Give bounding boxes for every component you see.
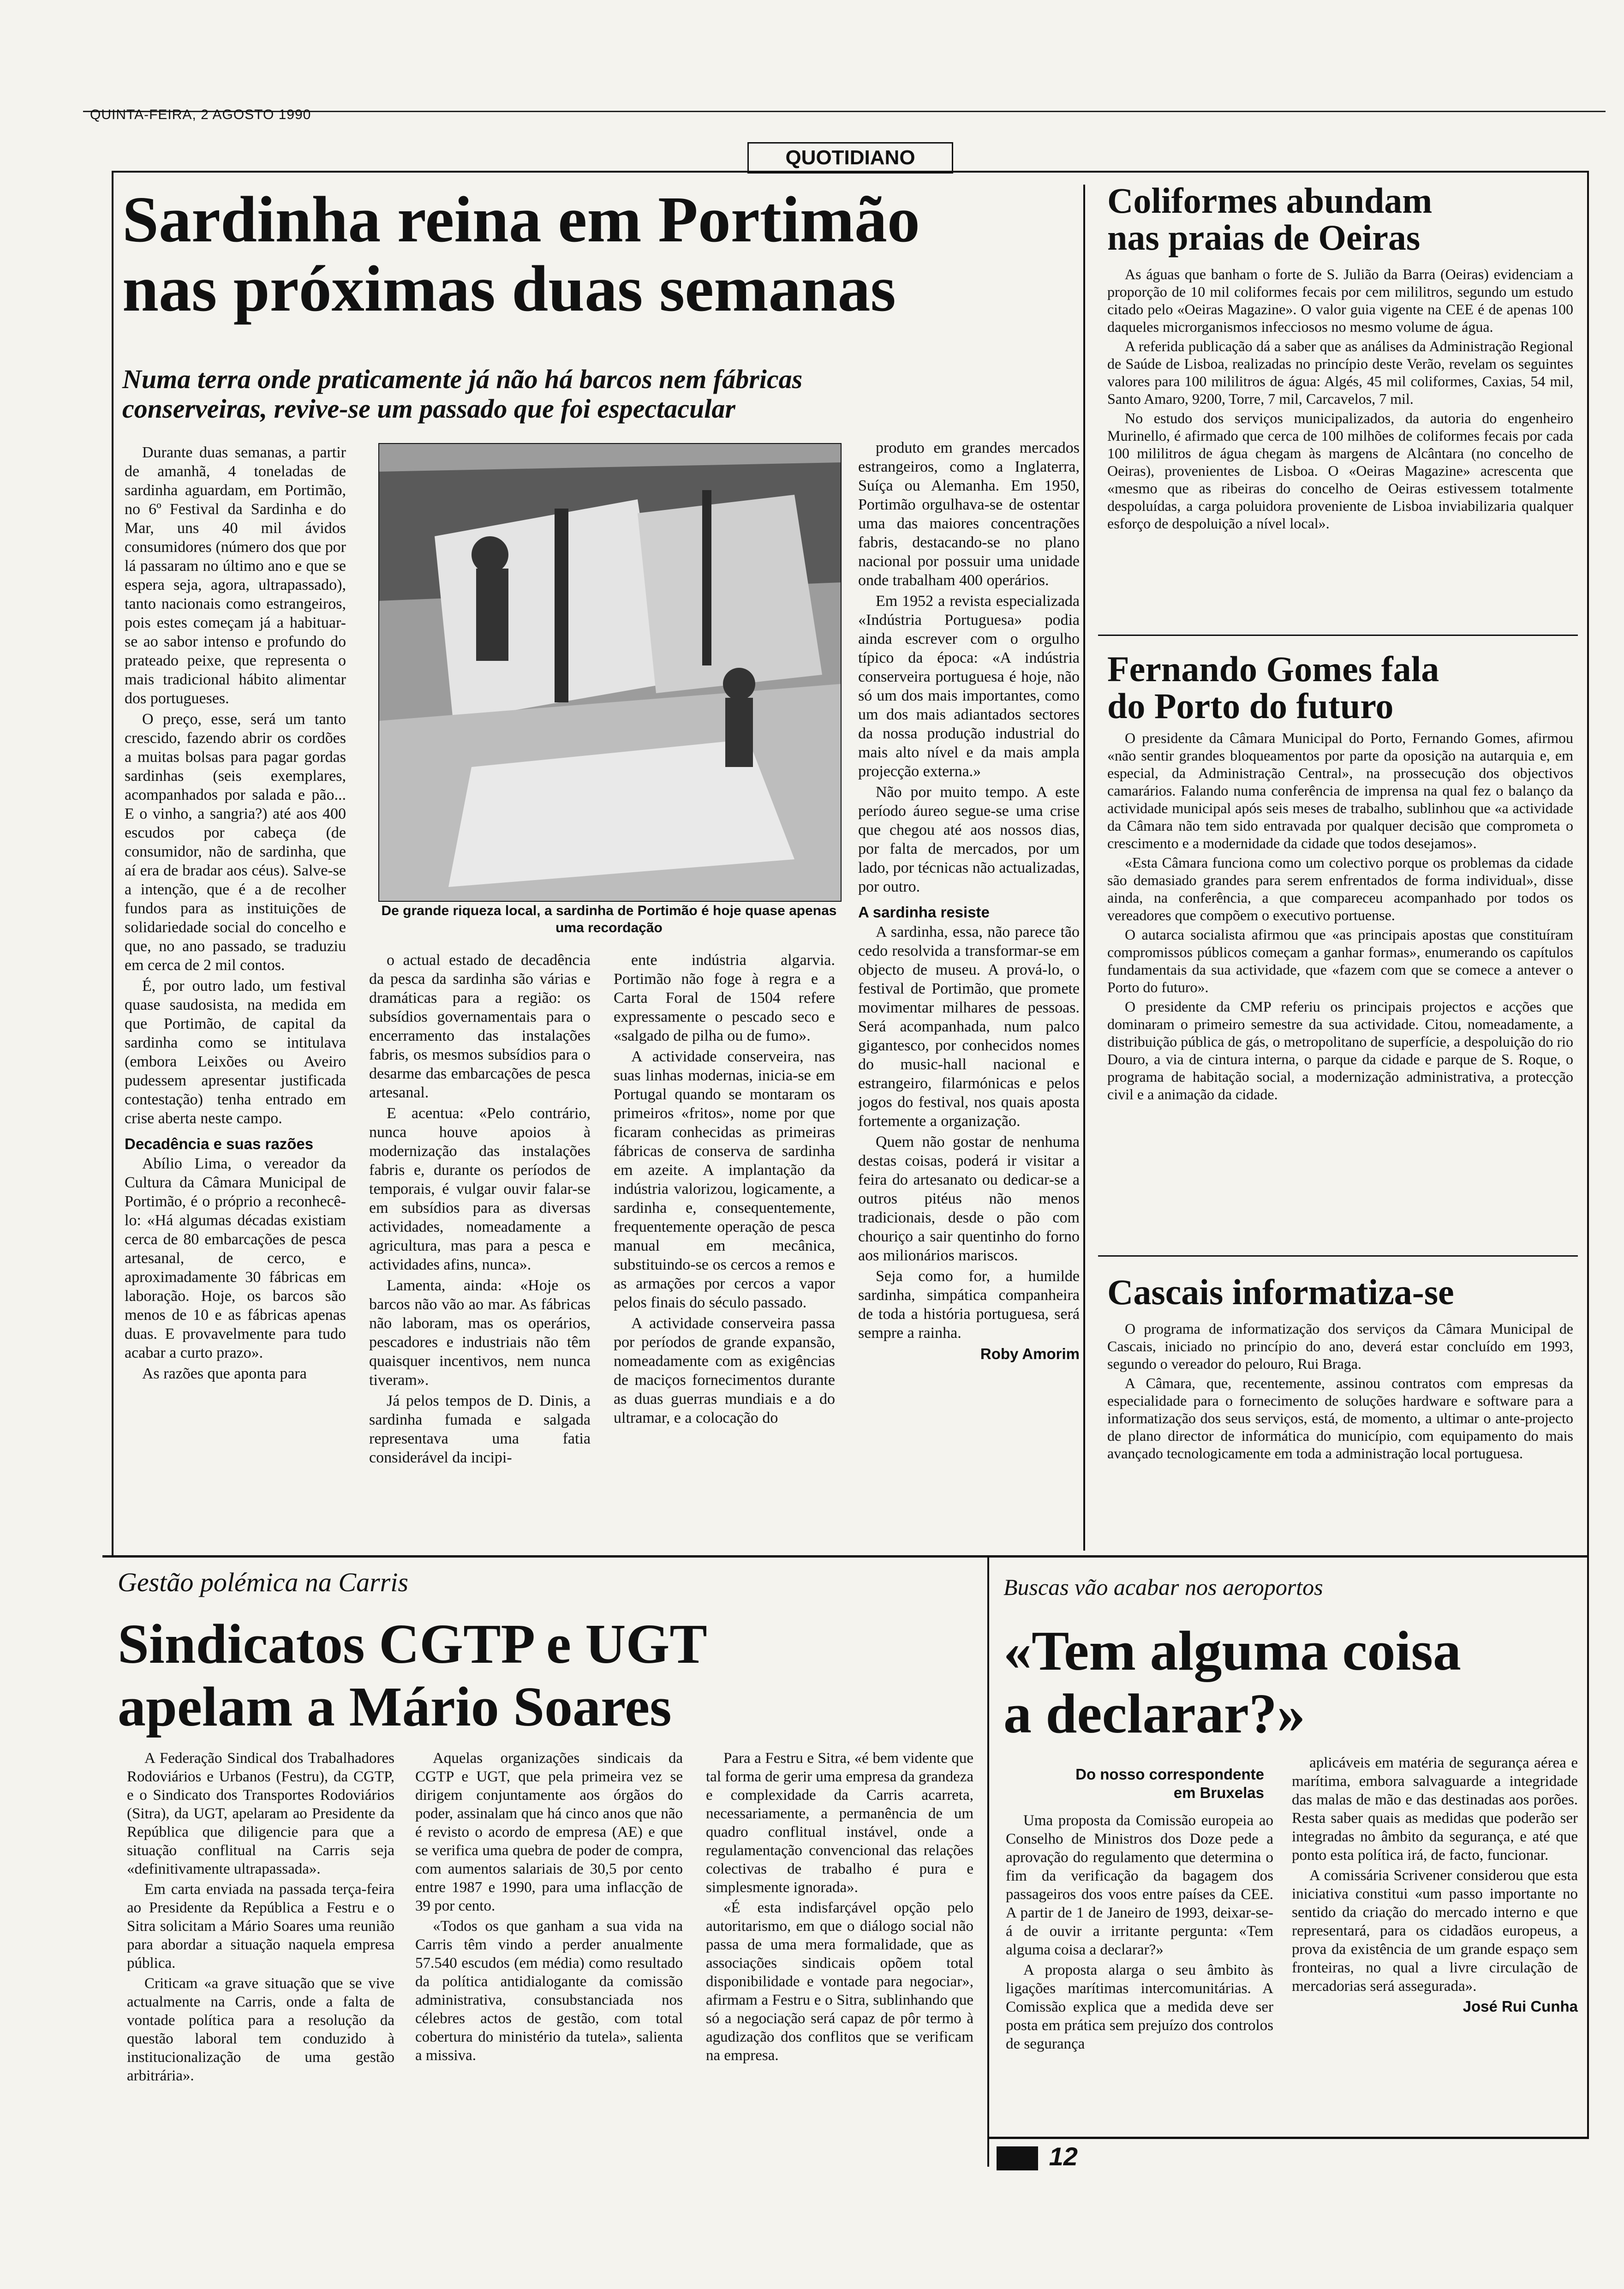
right-frame <box>1587 171 1589 1555</box>
harbour-photo <box>378 443 842 902</box>
sidebar-divider <box>1083 185 1085 1551</box>
subhead-decadencia: Decadência e suas razões <box>125 1135 314 1152</box>
porto-body: O presidente da Câmara Municipal do Porto, Fernando Gomes, afirmou «não sentir grandes bloqueamentos por parte da oposição na autarquia e, em especial, da Administração Central», na prossecução dos objectivos camarários. Falando numa conferência de imprensa na qual fez o balanço da actividade municipal após seis meses de trabalho, sublinhou que «a actividade da Câmara não tem sido entravada por qualquer decisão que comprometa o crescimento e a modernidade da cidade que todos desejamos». «Esta Câmara funciona como um colectivo porque os problemas da cidade são demasiado grandes para serem enfrentados de forma individual», disse ainda, na conferência, a que compareceu acompanhado por todos os vereadores que compõem o executivo portuense. O autarca socialista afirmou que «as principais apostas que constituíram compromissos públicos começam a ganhar formas», enumerando os capítulos fundamentais da sua actividade, que «fazem com que se comece a antever o Porto do futuro». O presidente da CMP referiu os principais projectos e acções que dominaram o primeiro semestre da sua actividade. Citou, nomeadamente, a distribuição pública de gás, o metropolitano de superfície, a despoluição do rio Douro, a via de cintura interna, o parque da cidade e parque de S. Roque, o programa de habitação social, a modernização administrativa, a protecção civil e a animação da cidade. <box>1107 730 1573 1103</box>
logo-mark <box>997 2146 1038 2170</box>
coliformes-body: As águas que banham o forte de S. Julião da Barra (Oeiras) evidenciam a proporção de 10 mil coliformes fecais por cem mililitros, segundo um estudo citado pelo «Oeiras Magazine». O valor guia vigente na CEE é de apenas 100 daqueles microrganismos infecciosos no mesmo volume de água. A referida publicação dá a saber que as análises da Administração Regional de Saúde de Lisboa, realizadas no princípio deste Verão, revelam os seguintes valores para 100 mililitros de água: Algés, 45 mil coliformes, Caxias, 54 mil, Santo Amaro, 9200, Torre, 7 mil, Carcavelos, 7 mil. No estudo dos serviços municipalizados, da autoria do engenheiro Murinello, é afirmado que cerca de 100 milhões de coliformes fecais por cada 100 mililitros de água chegam às margens de Alcântara (no concelho de Oeiras), provenientes de Lisboa. O «Oeiras Magazine» acrescenta que «mesmo que as ribeiras do concelho de Oeiras estivessem totalmente despoluídas, a carga poluidora proveniente de Lisboa inviabilizaria qualquer esforço de despoluição a nível local». <box>1107 266 1573 532</box>
carris-column-2: Aquelas organizações sindicais da CGTP e UGT, que pela primeira vez se dirigem conjuntamente aos órgãos do poder, assinalam que há cinco anos que não é revisto o acordo de empresa (AE) e que se verifica uma quebra de poder de compra, com aumentos salariais de 30,5 por cento entre 1987 e 1990, para uma inflacção de 39 por cento. «Todos os que ganham a sua vida na Carris têm vindo a perder anualmente 57.540 escudos (em média) como resultado da política antidialogante da comissão administrativa, consubstanciada nos célebres actos de gestão, com total cobertura do ministério da tutela», salienta a missiva. <box>415 1750 683 2064</box>
sidebar-rule-1 <box>1098 635 1578 636</box>
main-byline: Roby Amorim <box>980 1345 1080 1362</box>
page-number: 12 <box>1049 2142 1078 2171</box>
aeroportos-byline: José Rui Cunha <box>1463 1998 1578 2015</box>
carris-headline: Sindicatos CGTP e UGT apelam a Mário Soares <box>118 1613 707 1738</box>
photo-caption: De grande riqueza local, a sardinha de Portimão é hoje quase apenas uma recordação <box>381 903 837 935</box>
bottom-section-rule <box>102 1555 1589 1558</box>
section-label: QUOTIDIANO <box>747 142 953 174</box>
main-column-2: o actual estado de decadência da pesca da sardinha são várias e dramáticas para a região: os subsídios governamentais para o encerramento das instalações fabris, os mesmos subsídios para o desarme das embarcações de pesca artesanal. E acentua: «Pelo contrário, nunca houve apoios à modernização das instalações fabris e, durante os períodos de temporais, é vulgar ouvir falar-se em subsídios para as diversas actividades, nomeadamente a agricultura, mas para a pesca e actividades afins, nunca». Lamenta, ainda: «Hoje os barcos não vão ao mar. As fábricas não laboram, mas os operários, pescadores e industriais não têm quaisquer incentivos, nem nunca tiveram». Já pelos tempos de D. Dinis, a sardinha fumada e salgada representava uma fatia considerável da incipi- <box>369 952 591 1466</box>
bottom-right-edge <box>1587 1558 1589 2139</box>
carris-column-3: Para a Festru e Sitra, «é bem vidente que tal forma de gerir uma empresa da grandeza e complexidade da Carris acarreta, necessariamente, a permanência de um quadro conflitual instável, onde a regulamentação convencional das relações colectivas de trabalho é pura e simplesmente ignorada». «É esta indisfarçável opção pelo autoritarismo, em que o diálogo social não passa de uma mera formalidade, que as associações sindicais opõem total disponibilidade e vontade para negociar», afirmam a Festru e o Sitra, sublinhando que só a negociação será capaz de pôr termo à agudização dos conflitos que se verificam na empresa. <box>706 1750 973 2064</box>
cascais-body: O programa de informatização dos serviços da Câmara Municipal de Cascais, iniciado no princípio do ano, deverá estar concluído em 1993, segundo o vereador do pelouro, Rui Braga. A Câmara, que, recentemente, assinou contratos com empresas da especialidade para o fornecimento de soluções hardware e software para a informatização dos seus serviços, está, de momento, a ultimar o ante-projecto de plano director de informática do município, com equipamento do mais avançado tecnologicamente em toda a administração local portuguesa. <box>1107 1320 1573 1462</box>
cascais-headline: Cascais informatiza-se <box>1107 1272 1454 1312</box>
subhead-resiste: A sardinha resiste <box>858 904 990 921</box>
left-frame <box>112 171 113 1555</box>
sidebar-rule-2 <box>1098 1255 1578 1257</box>
bottom-right-frame <box>987 2137 1587 2139</box>
correspondent-credit: Do nosso correspondente em Bruxelas <box>1075 1766 1264 1801</box>
main-column-3: ente indústria algarvia. Portimão não foge à regra e a Carta Foral de 1504 refere expressamente o pescado seco e «salgado de pilha ou de fumo». A actividade conserveira, nas suas linhas modernas, inicia-se em Portugal quando se montaram os primeiros «fritos», nome por que ficaram conhecidas as primeiras fábricas de conserva de sardinha em azeite. A implantação da indústria valorizou, logicamente, a sardinha e, consequentemente, frequentemente operação de pesca manual em mecânica, substituindo-se os cercos a remos e as armações por cercos a vapor pelos finais do século passado. A actividade conserveira passa por períodos de grande expansão, nomeadamente com as exigências de maciços fornecimentos durante as duas guerras mundiais e a do ultramar, e a colocação do <box>614 952 835 1426</box>
main-column-1: Durante duas semanas, a partir de amanhã, 4 toneladas de sardinha aguardam, em Portimão, no 6º Festival da Sardinha e do Mar, uns 40 mil ávidos consumidores (número dos que por lá passaram no último ano e que se espera seja, agora, ultrapassado), tanto nacionais como estrangeiros, pois estes começam já a habituar-se ao sabor intenso e profundo do prateado peixe, que representa o mais tradicional hábito alimentar dos portugueses. O preço, esse, será um tanto crescido, fazendo abrir os cordões a muitas bolsas para pagar gordas sardinhas (seis exemplares, acompanhados por salada e pão... E o vinho, a sangria?) até aos 400 escudos por cabeça (de consumidor, não de sardinha, que aí era de bradar aos céus). Salve-se a intenção, que é a de recolher fundos para as instituições de solidariedade social do concelho e que, no ano passado, se traduziu em cerca de 2 mil contos. É, por outro lado, um festival quase saudosista, na medida em que Portimão, de capital da sardinha como se intitulava (embora Leixões ou Aveiro pudessem apresentar justificada contestação) tenha entrado em crise aberta neste campo. Decadência e suas razões Abílio Lima, o vereador da Cultura da Câmara Municipal de Portimão, é o próprio a reconhecê-lo: «Há algumas décadas existiam cerca de 80 embarcações de pesca artesanal, de cerco, e aproximadamente 30 fábricas em laboração. Hoje, os barcos são menos de 10 e as fábricas apenas duas. E provavelmente para tudo acabar a curto prazo». As razões que aponta para <box>125 444 346 1382</box>
aeroportos-column-1: Uma proposta da Comissão europeia ao Conselho de Ministros dos Doze pede a aprovação do regulamento que determina o fim da verificação da bagagem dos passageiros dos voos entre países da CEE. A partir de 1 de Janeiro de 1993, deixar-se-á de ouvir a irritante pergunta: «Tem alguma coisa a declarar?» A proposta alarga o seu âmbito às ligações marítimas intercomunitárias. A Comissão explica que a medida deve ser posta em prática sem prejuízo dos controlos de segurança <box>1006 1812 1273 2052</box>
top-rule <box>83 111 1606 112</box>
carris-kicker: Gestão polémica na Carris <box>118 1567 408 1597</box>
top-frame <box>112 171 1588 173</box>
page-footer <box>997 2141 1078 2171</box>
aeroportos-column-2: aplicáveis em matéria de segurança aérea e marítima, embora salvaguarde a integridade das malas de mão e das destinadas aos porões. Resta saber quais as medidas que poderão ser integradas no âmbito da segurança, e até que ponto esta política irá, de facto, funcionar. A comissária Scrivener considerou que esta iniciativa constitui «um passo importante no sentido da criação do mercado interno e que representará, para os cidadãos europeus, a prova da existência de um grande espaço sem fronteiras, no qual a livre circulação de mercadorias será assegurada». José Rui Cunha <box>1292 1755 1578 2015</box>
bottom-divider <box>987 1558 989 2167</box>
main-headline: Sardinha reina em Portimão nas próximas duas semanas <box>122 183 920 325</box>
main-deck: Numa terra onde praticamente já não há barcos nem fábricas conserveiras, revive-se um passado que foi espectacular <box>122 364 803 424</box>
aeroportos-kicker: Buscas vão acabar nos aeroportos <box>1003 1574 1323 1600</box>
porto-headline: Fernando Gomes fala do Porto do futuro <box>1107 649 1439 726</box>
coliformes-headline: Coliformes abundam nas praias de Oeiras <box>1107 180 1433 258</box>
dateline: QUINTA-FEIRA, 2 AGOSTO 1990 <box>90 107 311 122</box>
main-column-4: produto em grandes mercados estrangeiros, como a Inglaterra, Suíça ou Alemanha. Em 1950, Portimão orgulhava-se de ostentar uma das maiores concentrações fabris, destacando-se no plano nacional por possuir uma unidade onde trabalham 400 operários. Em 1952 a revista especializada «Indústria Portuguesa» podia ainda escrever com o orgulho típico da época: «A indústria conserveira portuguesa é hoje, não só um dos mais importantes, como um dos mais adiantados sectores da nossa produção industrial do mais alto nível e da mais ampla projecção externa.» Não por muito tempo. A este período áureo segue-se uma crise que chegou até aos nossos dias, por falta de mercados, por um lado, por técnicas não actualizadas, por outro. A sardinha resiste A sardinha, essa, não parece tão cedo resolvida a transformar-se em objecto de museu. A prová-lo, o festival de Portimão, que promete movimentar milhares de pessoas. Será acompanhada, num palco gigantesco, por conhecidos nomes do music-hall nacional e estrangeiro, filarmónicas e pelos jogos do festival, nos quais aposta fortemente a organização. Quem não gostar de nenhuma destas coisas, poderá ir visitar a feira do artesanato ou dedicar-se a outros pitéus não menos tradicionais, desde o pão com chouriço a sair quentinho do forno aos milionários mariscos. Seja como for, a humilde sardinha, simpática companheira de toda a história portuguesa, será sempre a rainha. Roby Amorim <box>858 439 1080 1362</box>
carris-column-1: A Federação Sindical dos Trabalhadores Rodoviários e Urbanos (Festru), da CGTP, e o Sindicato dos Transportes Rodoviários (Sitra), da UGT, apelaram ao Presidente da República que diligencie para que a situação conflitual na Carris seja «definitivamente ultrapassada». Em carta enviada na passada terça-feira ao Presidente da República a Festru e o Sitra solicitam a Mário Soares uma reunião para abordar a situação naquela empresa pública. Criticam «a grave situação que se vive actualmente na Carris, onde a falta de vontade política para a resolução da questão laboral tem conduzido à institucionalização de uma gestão arbitrária». <box>127 1750 394 2084</box>
aeroportos-headline: «Tem alguma coisa a declarar?» <box>1003 1620 1461 1745</box>
